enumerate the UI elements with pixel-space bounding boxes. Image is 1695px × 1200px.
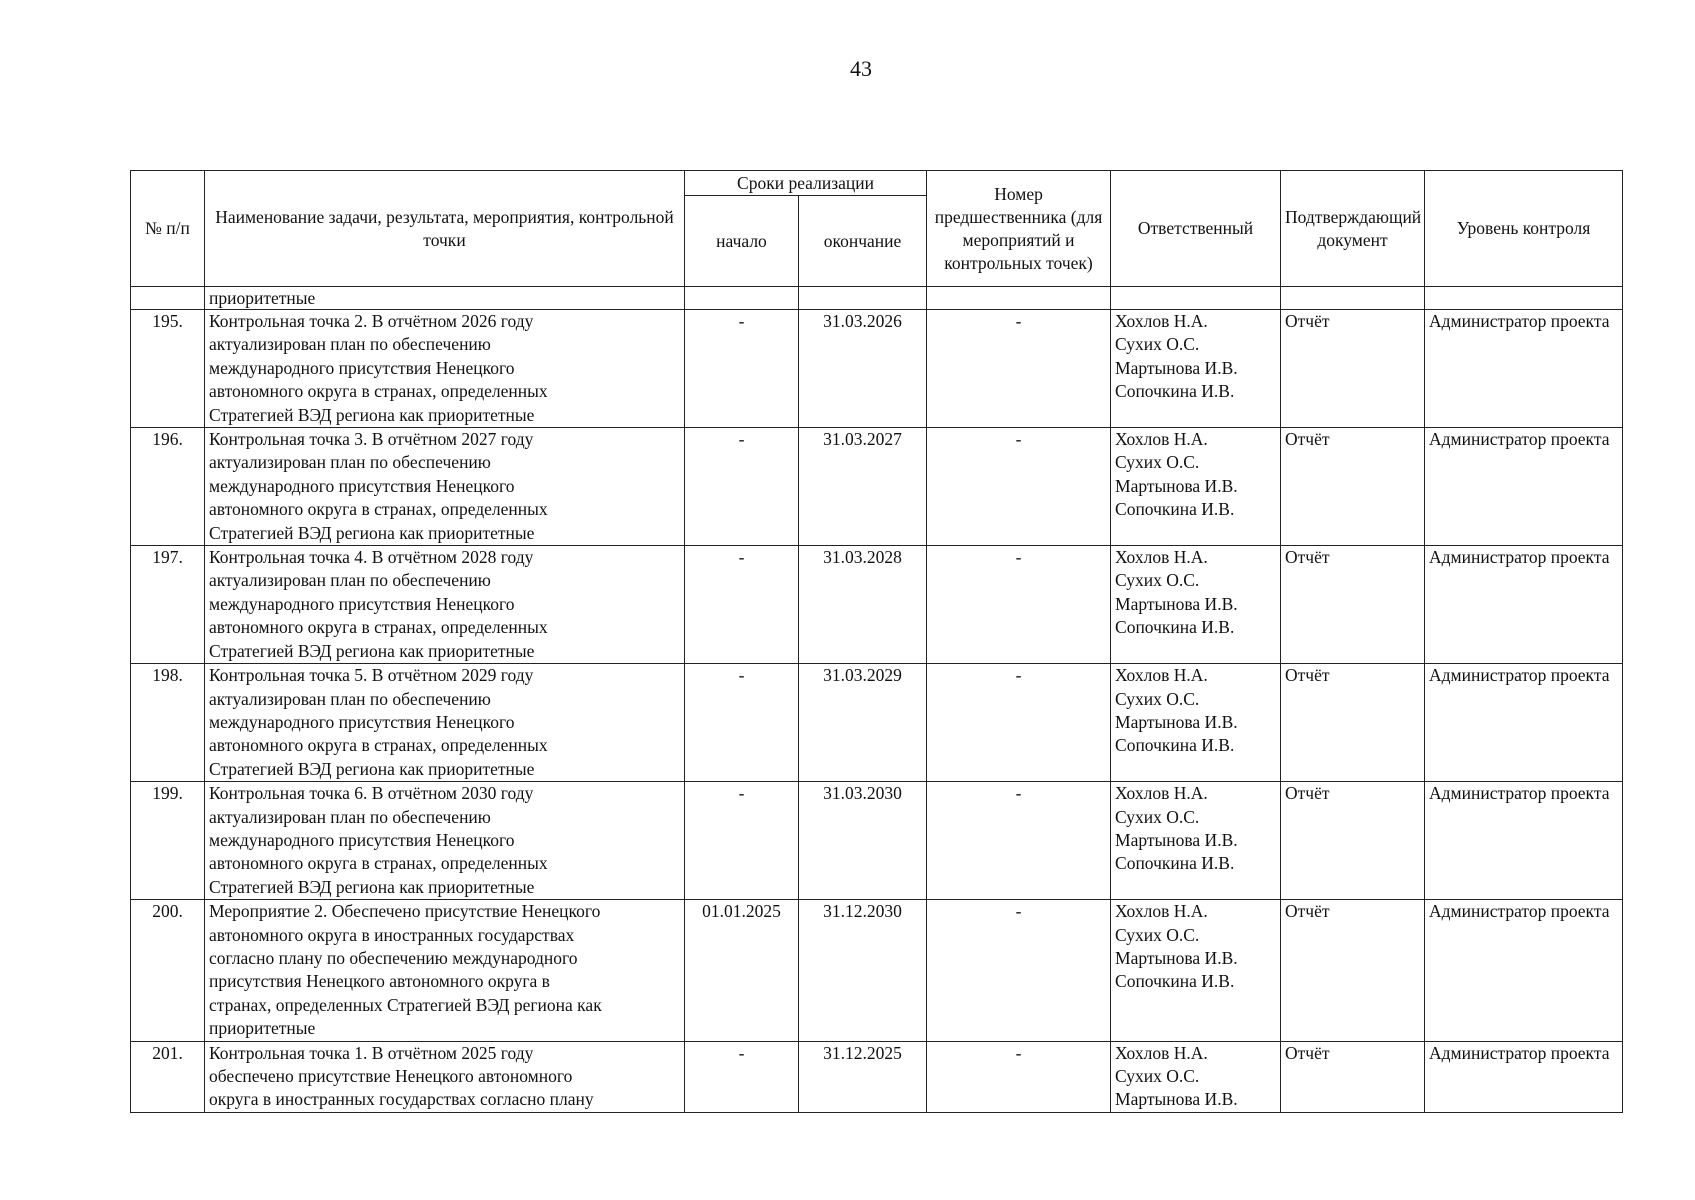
cell-end: 31.03.2029 (799, 664, 927, 782)
cell-num: 199. (131, 782, 205, 900)
responsible-person: Хохлов Н.А. (1115, 429, 1208, 450)
cell-responsible (1111, 546, 1281, 664)
cell-responsible (1111, 782, 1281, 900)
task-name: Контрольная точка 6. В отчётном 2030 году актуализирован план по обеспечению международного присутствия Ненецкого автономного округа в странах, определенных Стратегией ВЭД региона как приоритетные (209, 783, 548, 897)
cell-num: 200. (131, 900, 205, 1041)
responsible-person: Сопочкина И.В. (1115, 853, 1235, 874)
responsible-person: Хохлов Н.А. (1115, 901, 1208, 922)
cell-predecessor: - (927, 900, 1111, 1041)
header-terms: Сроки реализации (685, 171, 927, 196)
cell-predecessor (927, 287, 1111, 310)
cell-start: 01.01.2025 (685, 900, 799, 1041)
cell-start: - (685, 428, 799, 546)
cell-start: - (685, 664, 799, 782)
task-name: Контрольная точка 5. В отчётном 2029 году актуализирован план по обеспечению международного присутствия Ненецкого автономного округа в странах, определенных Стратегией ВЭД региона как приоритетные (209, 665, 548, 779)
cell-control-level (1425, 287, 1623, 310)
cell-end (799, 287, 927, 310)
cell-end: 31.12.2030 (799, 900, 927, 1041)
table-header (131, 171, 1623, 287)
cell-control-level: Администратор проекта (1425, 900, 1623, 1041)
cell-name (205, 428, 685, 546)
cell-predecessor: - (927, 782, 1111, 900)
cell-end: 31.03.2030 (799, 782, 927, 900)
cell-num: 196. (131, 428, 205, 546)
cell-num: 197. (131, 546, 205, 664)
table-row (131, 546, 1623, 664)
table-row (131, 428, 1623, 546)
responsible-person: Сухих О.С. (1115, 452, 1200, 473)
cell-document: Отчёт (1281, 900, 1425, 1041)
cell-responsible (1111, 1041, 1281, 1112)
cell-responsible (1111, 310, 1281, 428)
cell-document: Отчёт (1281, 546, 1425, 664)
responsible-person: Сопочкина И.В. (1115, 499, 1235, 520)
responsible-person: Сухих О.С. (1115, 924, 1200, 945)
header-num: № п/п (131, 171, 205, 287)
cell-predecessor: - (927, 1041, 1111, 1112)
responsible-person: Хохлов Н.А. (1115, 547, 1208, 568)
cell-name (205, 782, 685, 900)
task-name: Мероприятие 2. Обеспечено присутствие Ненецкого автономного округа в иностранных государствах согласно плану по обеспечению международного присутствия Ненецкого автономного округа в странах, определенных Стратегией ВЭД региона как приоритетные (209, 901, 602, 1039)
page-number: 43 (850, 56, 872, 81)
cell-end: 31.12.2025 (799, 1041, 927, 1112)
cell-end: 31.03.2028 (799, 546, 927, 664)
cell-predecessor: - (927, 546, 1111, 664)
table-row (131, 900, 1623, 1041)
cell-name (205, 310, 685, 428)
header-control-level: Уровень контроля (1425, 171, 1623, 287)
cell-document: Отчёт (1281, 664, 1425, 782)
responsible-person: Хохлов Н.А. (1115, 311, 1208, 331)
task-name: Контрольная точка 3. В отчётном 2027 году актуализирован план по обеспечению международного присутствия Ненецкого автономного округа в странах, определенных Стратегией ВЭД региона как приоритетные (209, 429, 548, 543)
cell-control-level: Администратор проекта (1425, 782, 1623, 900)
responsible-person: Хохлов Н.А. (1115, 1042, 1208, 1063)
cell-control-level: Администратор проекта (1425, 310, 1623, 428)
header-name: Наименование задачи, результата, мероприятия, контрольной точки (205, 171, 685, 287)
cell-end: 31.03.2026 (799, 310, 927, 428)
responsible-person: Сопочкина И.В. (1115, 617, 1235, 638)
cell-control-level: Администратор проекта (1425, 1041, 1623, 1112)
header-start: начало (685, 196, 799, 287)
cell-control-level: Администратор проекта (1425, 546, 1623, 664)
cell-responsible (1111, 664, 1281, 782)
cell-name (205, 1041, 685, 1112)
table-row (131, 310, 1623, 428)
cell-predecessor: - (927, 664, 1111, 782)
cell-control-level: Администратор проекта (1425, 664, 1623, 782)
task-name: Контрольная точка 4. В отчётном 2028 году актуализирован план по обеспечению международного присутствия Ненецкого автономного округа в странах, определенных Стратегией ВЭД региона как приоритетные (209, 547, 548, 661)
cell-start (685, 287, 799, 310)
responsible-person: Хохлов Н.А. (1115, 665, 1208, 686)
responsible-person: Сухих О.С. (1115, 688, 1200, 709)
cell-end: 31.03.2027 (799, 428, 927, 546)
responsible-person: Сухих О.С. (1115, 1066, 1200, 1086)
task-name: Контрольная точка 2. В отчётном 2026 году актуализирован план по обеспечению международного присутствия Ненецкого автономного округа в странах, определенных Стратегией ВЭД региона как приоритетные (209, 311, 548, 425)
table-body (131, 287, 1623, 1113)
responsible-person: Сопочкина И.В. (1115, 971, 1235, 992)
task-name: Контрольная точка 1. В отчётном 2025 году обеспечено присутствие Ненецкого автономного округа в иностранных государствах согласно плану (209, 1042, 594, 1110)
header-document: Подтверждающий документ (1281, 171, 1425, 287)
responsible-person: Хохлов Н.А. (1115, 783, 1208, 804)
responsible-person: Мартынова И.В. (1115, 593, 1238, 614)
header-predecessor: Номер предшественника (для мероприятий и контрольных точек) (927, 171, 1111, 287)
cell-num (131, 287, 205, 310)
cell-responsible (1111, 428, 1281, 546)
cell-document: Отчёт (1281, 428, 1425, 546)
cell-name: приоритетные (205, 287, 685, 310)
cell-num: 195. (131, 310, 205, 428)
header-end: окончание (799, 196, 927, 287)
cell-num: 198. (131, 664, 205, 782)
responsible-person: Мартынова И.В. (1115, 357, 1238, 378)
table-row (131, 782, 1623, 900)
responsible-person: Сухих О.С. (1115, 806, 1200, 827)
cell-responsible (1111, 287, 1281, 310)
continuation-row (131, 287, 1623, 310)
cell-start: - (685, 310, 799, 428)
responsible-person: Сухих О.С. (1115, 334, 1200, 355)
cell-name (205, 900, 685, 1041)
responsible-person: Мартынова И.В. (1115, 947, 1238, 968)
cell-name (205, 664, 685, 782)
responsible-person: Мартынова И.В. (1115, 711, 1238, 732)
cell-control-level: Администратор проекта (1425, 428, 1623, 546)
cell-predecessor: - (927, 428, 1111, 546)
cell-name (205, 546, 685, 664)
cell-document: Отчёт (1281, 310, 1425, 428)
cell-predecessor: - (927, 310, 1111, 428)
responsible-person: Сухих О.С. (1115, 570, 1200, 591)
responsible-person: Сопочкина И.В. (1115, 735, 1235, 756)
cell-start: - (685, 782, 799, 900)
responsible-person: Мартынова И.В. (1115, 475, 1238, 496)
cell-document (1281, 287, 1425, 310)
cell-num: 201. (131, 1041, 205, 1112)
responsible-person: Мартынова И.В. (1115, 1089, 1238, 1110)
cell-document: Отчёт (1281, 782, 1425, 900)
plan-table (130, 170, 1623, 1113)
cell-start: - (685, 546, 799, 664)
cell-start: - (685, 1041, 799, 1112)
cell-responsible (1111, 900, 1281, 1041)
table-row (131, 1041, 1623, 1112)
header-responsible: Ответственный (1111, 171, 1281, 287)
table-row (131, 664, 1623, 782)
responsible-person: Мартынова И.В. (1115, 829, 1238, 850)
responsible-person: Сопочкина И.В. (1115, 381, 1235, 402)
cell-document: Отчёт (1281, 1041, 1425, 1112)
